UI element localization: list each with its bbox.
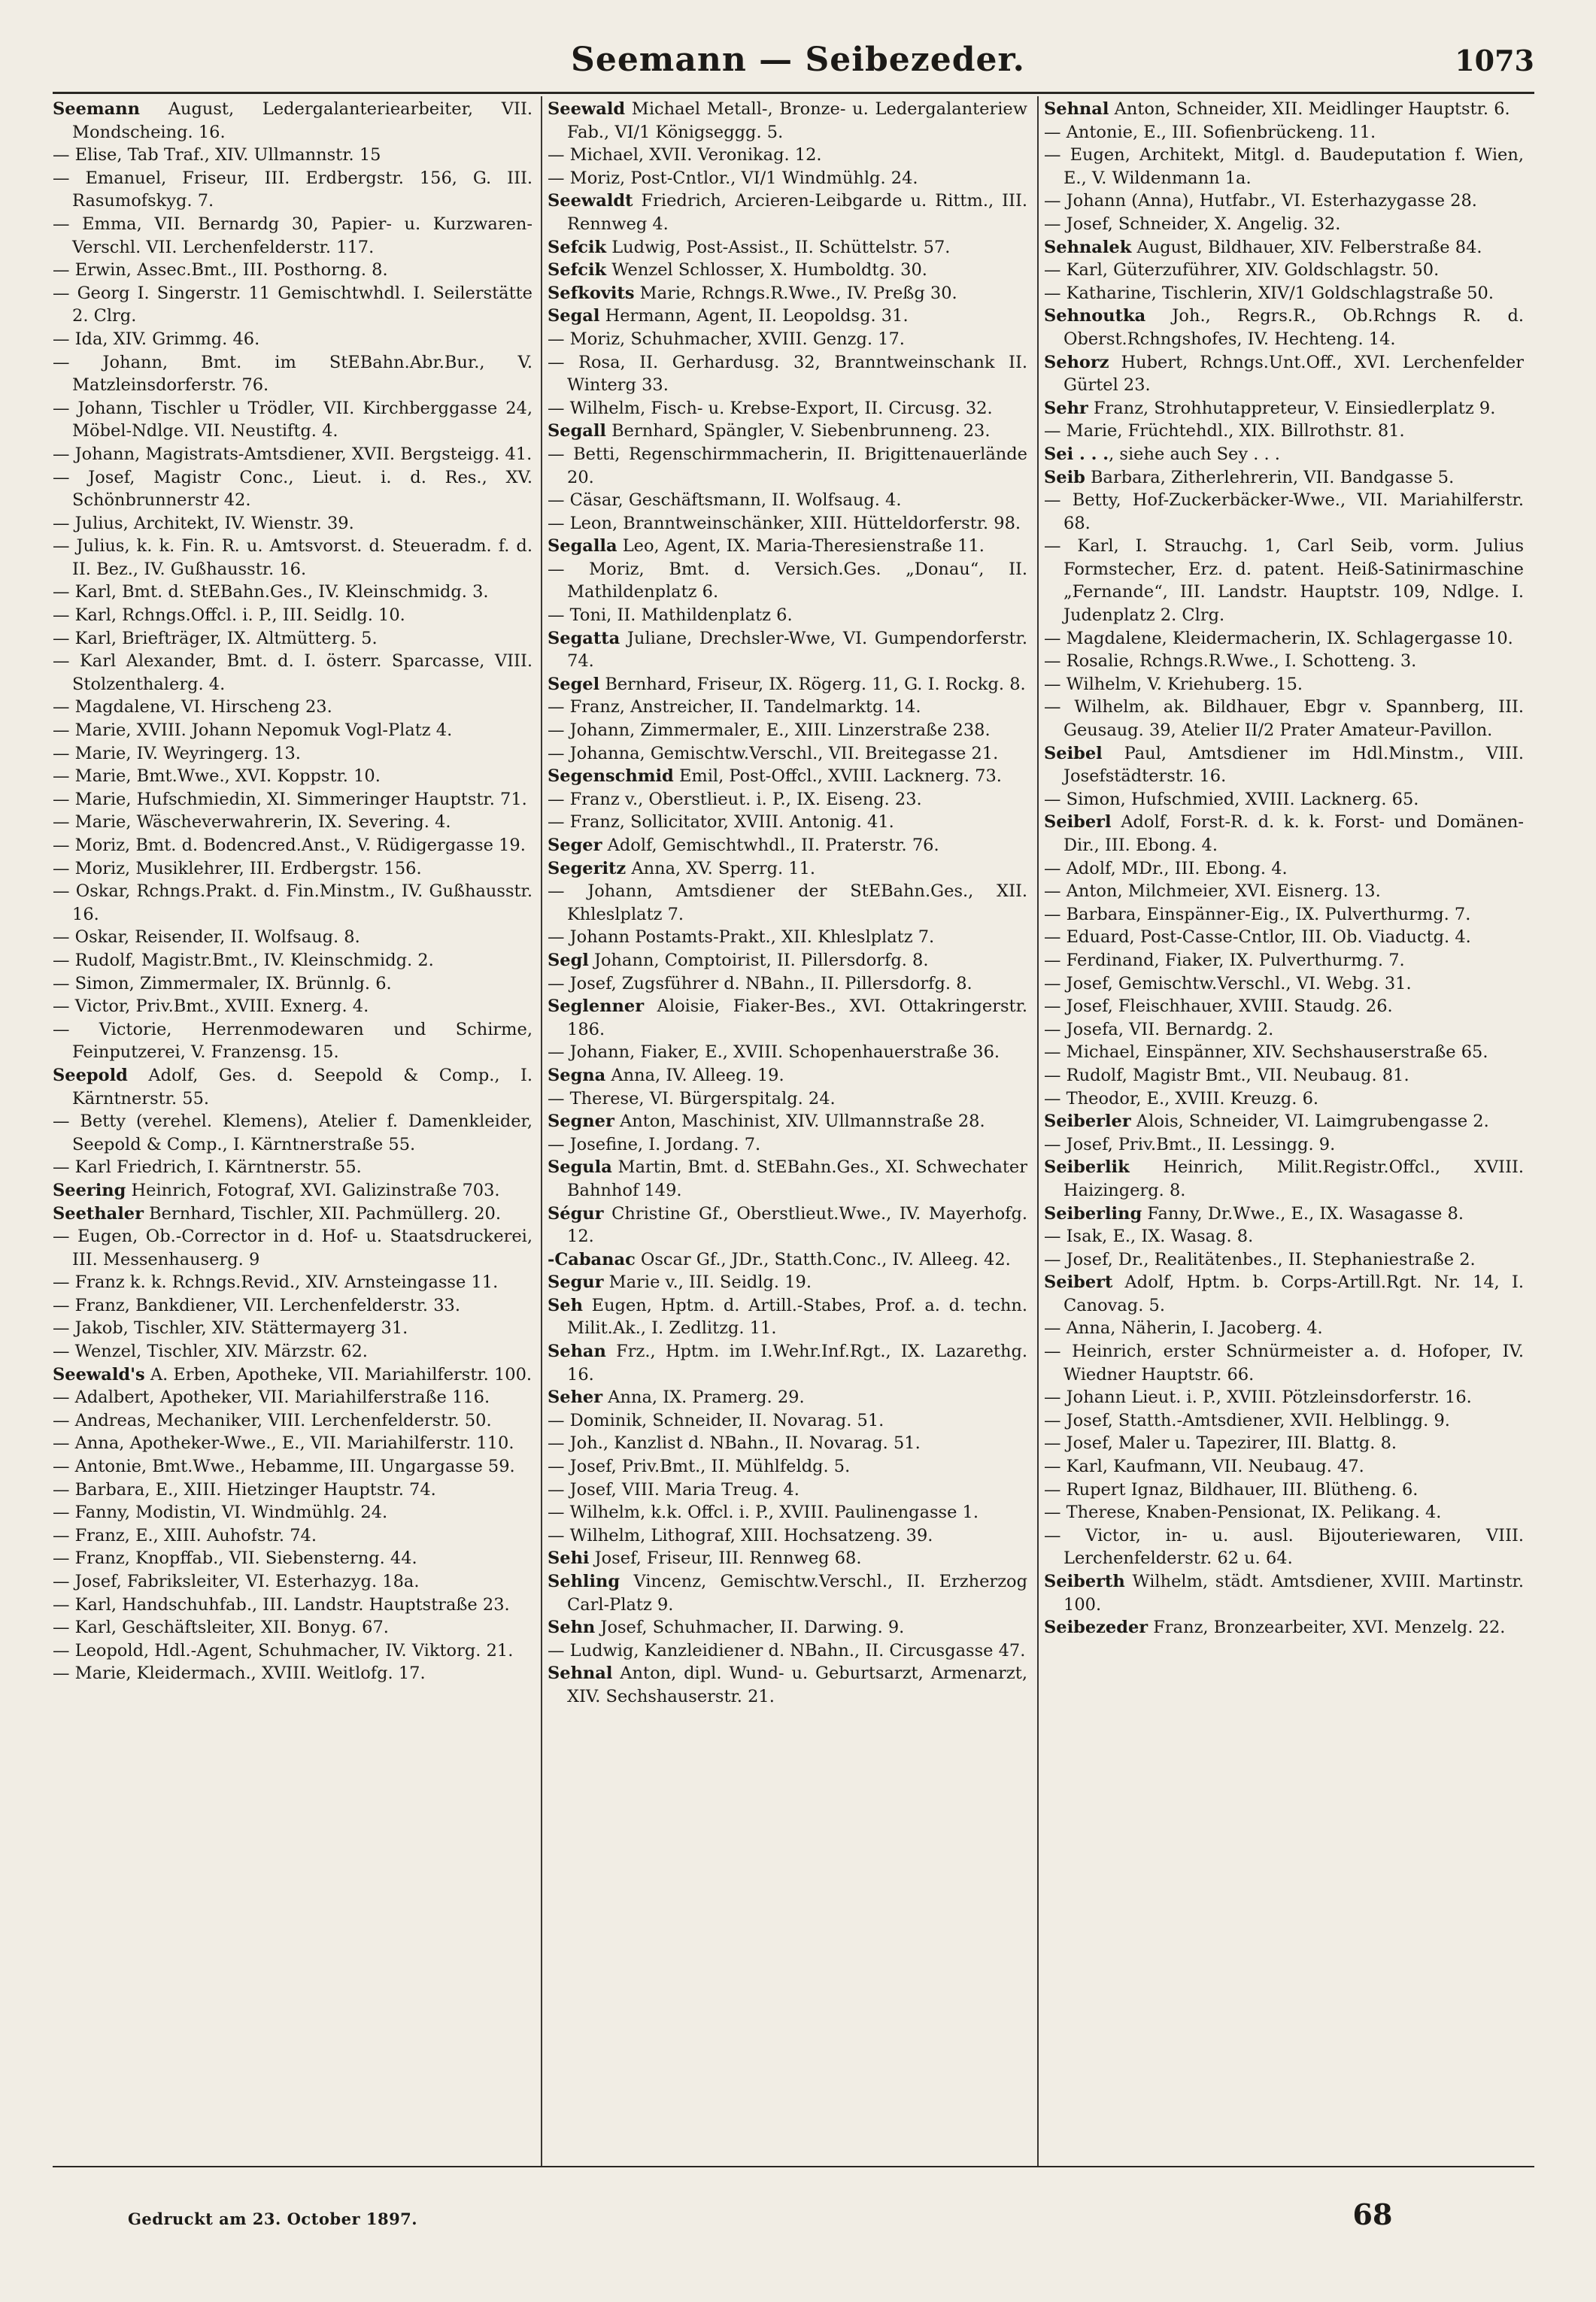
directory-entry: — Michael, Einspänner, XIV. Sechshauserstraße 65. — [1044, 1042, 1488, 1063]
directory-entry: Segna Anna, IV. Alleeg. 19. — [548, 1065, 784, 1085]
surname: Sehnal — [1044, 99, 1109, 119]
directory-entry: — Anton, Milchmeier, XVI. Eisnerg. 13. — [1044, 881, 1381, 902]
directory-entry: Seewald's A. Erben, Apotheke, VII. Mariahilferstr. 100. — [53, 1364, 533, 1385]
directory-entry: — Moriz, Bmt. d. Bodencred.Anst., V. Rüdigergasse 19. — [53, 836, 526, 855]
directory-entry: — Emma, VII. Bernardg 30, Papier- u. Kurzwaren-Verschl. VII. Lerchenfelderstr. 117. — [53, 214, 533, 257]
surname: Sefkovits — [548, 283, 635, 303]
directory-entry: Sehi Josef, Friseur, III. Rennweg 68. — [548, 1548, 862, 1569]
directory-entry: — Karl, Rchngs.Offcl. i. P., III. Seidlg. 10. — [53, 605, 405, 626]
directory-entry: — Oskar, Reisender, II. Wolfsaug. 8. — [53, 927, 360, 948]
directory-entry: — Eugen, Ob.-Corrector in d. Hof- u. Staatsdruckerei, III. Messenhauserg. 9 — [53, 1227, 533, 1269]
directory-entry: — Johanna, Gemischtw.Verschl., VII. Breitegasse 21. — [548, 743, 999, 763]
surname: Seh — [548, 1295, 583, 1315]
directory-entry: — Fanny, Modistin, VI. Windmühlg. 24. — [53, 1503, 388, 1523]
directory-entry: Seepold Adolf, Ges. d. Seepold & Comp., I. Kärntnerstr. 55. — [53, 1065, 533, 1109]
directory-entry: — Leon, Branntweinschänker, XIII. Hütteldorferstr. 98. — [548, 513, 1021, 533]
directory-entry: — Julius, Architekt, IV. Wienstr. 39. — [53, 513, 354, 533]
directory-entry: Seglenner Aloisie, Fiaker-Bes., XVI. Ottakringerstr. 186. — [548, 996, 1027, 1039]
directory-entry: — Moriz, Schuhmacher, XVIII. Genzg. 17. — [548, 329, 905, 349]
directory-entry: — Josef, Maler u. Tapezirer, III. Blattg. 8. — [1044, 1433, 1397, 1454]
surname: Seibert — [1044, 1272, 1113, 1293]
directory-entry: — Andreas, Mechaniker, VIII. Lerchenfelderstr. 50. — [53, 1410, 492, 1430]
directory-entry: — Karl, Güterzuführer, XIV. Goldschlagstr. 50. — [1044, 260, 1440, 281]
directory-entry: — Julius, k. k. Fin. R. u. Amtsvorst. d. Steueradm. f. d. II. Bez., IV. Gußhausstr. 16. — [53, 536, 533, 579]
directory-entry: — Victor, Priv.Bmt., XVIII. Exnerg. 4. — [53, 996, 369, 1017]
surname: Sei . . . — [1044, 444, 1109, 464]
directory-entry: Sehnoutka Joh., Regrs.R., Ob.Rchngs R. d. Oberst.Rchngshofes, IV. Hechteng. 14. — [1044, 306, 1524, 349]
surname: Segeritz — [548, 858, 627, 878]
column-left — [53, 98, 533, 2143]
directory-entry: — Isak, E., IX. Wasag. 8. — [1044, 1227, 1254, 1247]
surname: Sefcik — [548, 237, 607, 257]
column-divider — [1037, 96, 1039, 2166]
directory-entry: Segal Hermann, Agent, II. Leopoldsg. 31. — [548, 306, 909, 326]
directory-entry: — Johann, Magistrats-Amtsdiener, XVII. Bergsteigg. 41. — [53, 444, 533, 464]
directory-entry: Seher Anna, IX. Pramerg. 29. — [548, 1388, 805, 1408]
directory-entry: — Anna, Näherin, I. Jacoberg. 4. — [1044, 1318, 1323, 1339]
directory-entry: — Rosa, II. Gerhardusg. 32, Branntweinschank II. Winterg 33. — [548, 352, 1027, 396]
directory-entry: Segner Anton, Maschinist, XIV. Ullmannstraße 28. — [548, 1112, 985, 1132]
directory-entry: — Jakob, Tischler, XIV. Stättermayerg 31. — [53, 1318, 408, 1339]
surname: Segel — [548, 674, 600, 694]
directory-entry: — Heinrich, erster Schnürmeister a. d. Hofoper, IV. Wiedner Hauptstr. 66. — [1044, 1342, 1524, 1385]
directory-entry: Sei . . ., siehe auch Sey . . . — [1044, 444, 1280, 464]
directory-entry: Seiberlik Heinrich, Milit.Registr.Offcl., XVIII. Haizingerg. 8. — [1044, 1157, 1524, 1200]
directory-entry: Segur Marie v., III. Seidlg. 19. — [548, 1272, 812, 1293]
directory-entry: — Magdalene, VI. Hirscheng 23. — [53, 697, 332, 717]
page-number: 1073 — [1455, 44, 1534, 77]
surname: Segur — [548, 1272, 604, 1293]
directory-entry: — Ferdinand, Fiaker, IX. Pulverthurmg. 7. — [1044, 950, 1405, 970]
directory-entry: — Moriz, Musiklehrer, III. Erdbergstr. 156. — [53, 858, 422, 878]
surname: Seibezeder — [1044, 1618, 1148, 1638]
directory-entry: — Karl, Geschäftsleiter, XII. Bonyg. 67. — [53, 1618, 389, 1638]
directory-entry: — Josef, Priv.Bmt., II. Mühlfeldg. 5. — [548, 1457, 851, 1477]
directory-entry: — Erwin, Assec.Bmt., III. Posthorng. 8. — [53, 260, 388, 281]
directory-entry: — Betti, Regenschirmmacherin, II. Brigittenauerlände 20. — [548, 444, 1027, 487]
directory-entry: Sehan Frz., Hptm. im I.Wehr.Inf.Rgt., IX. Lazarethg. 16. — [548, 1342, 1027, 1385]
surname: Segalla — [548, 536, 617, 557]
directory-entry: — Josef, Fleischhauer, XVIII. Staudg. 26. — [1044, 996, 1393, 1017]
directory-entry: — Antonie, E., III. Sofienbrückeng. 11. — [1044, 122, 1376, 142]
directory-entry: — Josef, Zugsführer d. NBahn., II. Pillersdorfg. 8. — [548, 973, 972, 993]
surname: -Cabanac — [548, 1249, 636, 1269]
directory-entry: Seering Heinrich, Fotograf, XVI. Galizinstraße 703. — [53, 1180, 500, 1200]
directory-entry: — Josef, Schneider, X. Angelig. 32. — [1044, 214, 1341, 234]
directory-entry: — Karl, Bmt. d. StEBahn.Ges., IV. Kleinschmidg. 3. — [53, 582, 489, 602]
directory-entry: Sehorz Hubert, Rchngs.Unt.Off., XVI. Lerchenfelder Gürtel 23. — [1044, 352, 1524, 396]
directory-entry: — Marie, Hufschmiedin, XI. Simmeringer Hauptstr. 71. — [53, 789, 527, 809]
directory-entry: — Josef, VIII. Maria Treug. 4. — [548, 1479, 800, 1500]
surname: Sehan — [548, 1342, 606, 1362]
directory-entry: — Eduard, Post-Casse-Cntlor, III. Ob. Viaductg. 4. — [1044, 927, 1471, 948]
directory-entry: — Leopold, Hdl.-Agent, Schuhmacher, IV. Viktorg. 21. — [53, 1640, 514, 1661]
directory-entry: — Barbara, Einspänner-Eig., IX. Pulverthurmg. 7. — [1044, 904, 1471, 924]
directory-entry: — Joh., Kanzlist d. NBahn., II. Novarag. 51. — [548, 1433, 921, 1454]
directory-entry: — Simon, Hufschmied, XVIII. Lacknerg. 65. — [1044, 789, 1419, 809]
surname: Segner — [548, 1112, 614, 1132]
directory-entry: Segula Martin, Bmt. d. StEBahn.Ges., XI. Schwechater Bahnhof 149. — [548, 1157, 1027, 1200]
surname: Segenschmid — [548, 766, 674, 787]
footer-rule — [53, 2166, 1534, 2167]
directory-entry: — Karl, Kaufmann, VII. Neubaug. 47. — [1044, 1457, 1364, 1477]
directory-entry: Seiberl Adolf, Forst-R. d. k. k. Forst- und Domänen-Dir., III. Ebong. 4. — [1044, 812, 1524, 855]
directory-entry: — Elise, Tab Traf., XIV. Ullmannstr. 15 — [53, 145, 381, 165]
surname: Seibel — [1044, 743, 1103, 763]
directory-entry: — Franz, Knopffab., VII. Siebensterng. 44. — [53, 1548, 417, 1569]
directory-entry: Segl Johann, Comptoirist, II. Pillersdorfg. 8. — [548, 950, 929, 970]
directory-entry: — Franz, Sollicitator, XVIII. Antonig. 41. — [548, 812, 894, 833]
surname: Segula — [548, 1157, 612, 1178]
directory-entry: — Karl Alexander, Bmt. d. I. österr. Sparcasse, VIII. Stolzenthalerg. 4. — [53, 651, 533, 694]
surname: Sehorz — [1044, 352, 1109, 372]
directory-entry: — Wenzel, Tischler, XIV. Märzstr. 62. — [53, 1342, 368, 1362]
directory-entry: Sehn Josef, Schuhmacher, II. Darwing. 9. — [548, 1618, 905, 1638]
column-right — [1044, 98, 1524, 2143]
directory-entry: Seibel Paul, Amtsdiener im Hdl.Minstm., VIII. Josefstädterstr. 16. — [1044, 743, 1524, 787]
print-date: Gedruckt am 23. October 1897. — [128, 2209, 418, 2228]
directory-entry: — Victorie, Herrenmodewaren und Schirme, Feinputzerei, V. Franzensg. 15. — [53, 1019, 533, 1063]
directory-entry: — Cäsar, Geschäftsmann, II. Wolfsaug. 4. — [548, 490, 902, 511]
directory-entry: — Johann, Bmt. im StEBahn.Abr.Bur., V. Matzleinsdorferstr. 76. — [53, 352, 533, 396]
directory-entry: — Franz, Anstreicher, II. Tandelmarktg. 14. — [548, 697, 921, 717]
surname: Sehnalek — [1044, 237, 1132, 257]
directory-entry: — Karl, Handschuhfab., III. Landstr. Hauptstraße 23. — [53, 1594, 510, 1615]
directory-entry: — Johann (Anna), Hutfabr., VI. Esterhazygasse 28. — [1044, 191, 1477, 211]
directory-entry: Seh Eugen, Hptm. d. Artill.-Stabes, Prof. a. d. techn. Milit.Ak., I. Zedlitzg. 11. — [548, 1295, 1027, 1339]
directory-entry: — Theodor, E., XVIII. Kreuzg. 6. — [1044, 1088, 1319, 1109]
directory-entry: — Johann Postamts-Prakt., XII. Khleslplatz 7. — [548, 927, 935, 948]
directory-entry: — Magdalene, Kleidermacherin, IX. Schlagergasse 10. — [1044, 628, 1513, 648]
directory-entry: — Antonie, Bmt.Wwe., Hebamme, III. Ungargasse 59. — [53, 1457, 515, 1477]
directory-entry: — Josefa, VII. Bernardg. 2. — [1044, 1019, 1274, 1039]
directory-entry: — Therese, VI. Bürgerspitalg. 24. — [548, 1088, 836, 1109]
directory-entry: — Adalbert, Apotheker, VII. Mariahilferstraße 116. — [53, 1388, 490, 1408]
directory-entry: — Johann Lieut. i. P., XVIII. Pötzleinsdorferstr. 16. — [1044, 1388, 1472, 1408]
directory-entry: Segel Bernhard, Friseur, IX. Rögerg. 11, G. I. Rockg. 8. — [548, 674, 1026, 694]
directory-entry: — Josef, Statth.-Amtsdiener, XVII. Helblingg. 9. — [1044, 1410, 1450, 1430]
surname: Sefcik — [548, 260, 607, 281]
surname: Seger — [548, 836, 602, 855]
directory-entry: Segalla Leo, Agent, IX. Maria-Theresienstraße 11. — [548, 536, 985, 557]
surname: Seiberling — [1044, 1203, 1142, 1224]
directory-entry: Seiberth Wilhelm, städt. Amtsdiener, XVIII. Martinstr. 100. — [1044, 1572, 1524, 1615]
directory-entry: — Johann, Zimmermaler, E., XIII. Linzerstraße 238. — [548, 720, 991, 741]
directory-entry: — Marie, Früchtehdl., XIX. Billrothstr. 81. — [1044, 421, 1405, 441]
directory-entry: Sehnal Anton, dipl. Wund- u. Geburtsarzt, Armenarzt, XIV. Sechshauserstr. 21. — [548, 1664, 1027, 1706]
surname: Seglenner — [548, 996, 645, 1017]
surname: Seiberler — [1044, 1112, 1131, 1132]
directory-entry: — Josef, Fabriksleiter, VI. Esterhazyg. 18a. — [53, 1572, 420, 1591]
directory-entry: Seiberling Fanny, Dr.Wwe., E., IX. Wasagasse 8. — [1044, 1203, 1464, 1224]
directory-entry: — Karl Friedrich, I. Kärntnerstr. 55. — [53, 1157, 362, 1178]
directory-entry: Ségur Christine Gf., Oberstlieut.Wwe., IV. Mayerhofg. 12. — [548, 1203, 1027, 1247]
directory-entry: Sehnal Anton, Schneider, XII. Meidlinger Hauptstr. 6. — [1044, 99, 1510, 119]
surname: Ségur — [548, 1203, 604, 1224]
directory-entry: — Wilhelm, k.k. Offcl. i. P., XVIII. Paulinengasse 1. — [548, 1503, 979, 1523]
directory-entry: — Anna, Apotheker-Wwe., E., VII. Mariahilferstr. 110. — [53, 1433, 514, 1454]
directory-entry: — Franz, Bankdiener, VII. Lerchenfelderstr. 33. — [53, 1295, 460, 1315]
directory-entry: — Adolf, MDr., III. Ebong. 4. — [1044, 858, 1288, 878]
header-rule — [53, 92, 1534, 94]
directory-entry: — Marie, IV. Weyringerg. 13. — [53, 743, 301, 763]
directory-entry: Segatta Juliane, Drechsler-Wwe, VI. Gumpendorferstr. 74. — [548, 628, 1027, 672]
surname: Sehn — [548, 1618, 596, 1638]
directory-entry: Segall Bernhard, Spängler, V. Siebenbrunneng. 23. — [548, 421, 991, 441]
directory-entry: — Marie, Bmt.Wwe., XVI. Koppstr. 10. — [53, 766, 381, 787]
directory-entry: Seewald Michael Metall-, Bronze- u. Ledergalanteriew Fab., VI/1 Königseggg. 5. — [548, 99, 1027, 142]
surname: Seib — [1044, 467, 1085, 487]
surname: Sehling — [548, 1572, 620, 1591]
surname: Sehr — [1044, 398, 1088, 418]
directory-entry: Sefcik Wenzel Schlosser, X. Humboldtg. 30. — [548, 260, 927, 281]
directory-entry: — Wilhelm, V. Kriehuberg. 15. — [1044, 674, 1303, 694]
directory-entry: — Betty, Hof-Zuckerbäcker-Wwe., VII. Mariahilferstr. 68. — [1044, 490, 1524, 533]
directory-entry: -Cabanac Oscar Gf., JDr., Statth.Conc., IV. Alleeg. 42. — [548, 1249, 1011, 1269]
surname: Seethaler — [53, 1203, 144, 1224]
surname: Seiberth — [1044, 1572, 1125, 1591]
directory-entry: — Rupert Ignaz, Bildhauer, III. Blütheng. 6. — [1044, 1479, 1418, 1500]
surname: Seiberlik — [1044, 1157, 1130, 1178]
directory-entry: — Rudolf, Magistr.Bmt., IV. Kleinschmidg. 2. — [53, 950, 434, 970]
surname: Sehnoutka — [1044, 306, 1146, 326]
surname: Segatta — [548, 628, 620, 648]
surname: Seering — [53, 1180, 126, 1200]
directory-entry: Seibezeder Franz, Bronzearbeiter, XVI. Menzelg. 22. — [1044, 1618, 1506, 1638]
directory-entry: Seib Barbara, Zitherlehrerin, VII. Bandgasse 5. — [1044, 467, 1455, 487]
directory-entry: — Eugen, Architekt, Mitgl. d. Baudeputation f. Wien, E., V. Wildenmann 1a. — [1044, 145, 1524, 188]
surname: Sehi — [548, 1548, 590, 1569]
directory-entry: Sefkovits Marie, Rchngs.R.Wwe., IV. Preßg 30. — [548, 283, 957, 303]
directory-entry: Segenschmid Emil, Post-Offcl., XVIII. Lacknerg. 73. — [548, 766, 1002, 787]
directory-entry: — Marie, Kleidermach., XVIII. Weitlofg. 17. — [53, 1664, 426, 1684]
directory-entry: — Georg I. Singerstr. 11 Gemischtwhdl. I. Seilerstätte 2. Clrg. — [53, 283, 533, 326]
surname: Segna — [548, 1065, 606, 1085]
directory-entry: — Josef, Dr., Realitätenbes., II. Stephaniestraße 2. — [1044, 1249, 1476, 1269]
directory-entry: Sehr Franz, Strohhutappreteur, V. Einsiedlerplatz 9. — [1044, 398, 1496, 418]
surname: Seewald — [548, 99, 626, 119]
directory-entry: — Ida, XIV. Grimmg. 46. — [53, 329, 260, 349]
page-title: Seemann — Seibezeder. — [571, 41, 1025, 79]
directory-entry: — Rosalie, Rchngs.R.Wwe., I. Schotteng. 3. — [1044, 651, 1417, 672]
directory-entry: Seemann August, Ledergalanteriearbeiter, VII. Mondscheing. 16. — [53, 99, 533, 142]
directory-entry: — Rudolf, Magistr Bmt., VII. Neubaug. 81. — [1044, 1065, 1409, 1085]
directory-entry: — Ludwig, Kanzleidiener d. NBahn., II. Circusgasse 47. — [548, 1640, 1026, 1661]
column-middle — [548, 98, 1027, 2143]
surname: Seher — [548, 1388, 603, 1408]
directory-entry: — Dominik, Schneider, II. Novarag. 51. — [548, 1410, 884, 1430]
directory-entry: — Oskar, Rchngs.Prakt. d. Fin.Minstm., IV. Gußhausstr. 16. — [53, 881, 533, 924]
directory-entry: — Moriz, Bmt. d. Versich.Ges. „Donau“, II. Mathildenplatz 6. — [548, 559, 1027, 602]
directory-entry: — Wilhelm, Lithograf, XIII. Hochsatzeng. 39. — [548, 1525, 933, 1545]
directory-entry: Segeritz Anna, XV. Sperrg. 11. — [548, 858, 816, 878]
surname: Seewald's — [53, 1364, 145, 1385]
directory-entry: — Therese, Knaben-Pensionat, IX. Pelikang. 4. — [1044, 1503, 1442, 1523]
surname: Segl — [548, 950, 589, 970]
surname: Seiberl — [1044, 812, 1112, 833]
directory-entry: Seibert Adolf, Hptm. b. Corps-Artill.Rgt. Nr. 14, I. Canovag. 5. — [1044, 1272, 1524, 1315]
surname: Sehnal — [548, 1664, 613, 1684]
surname: Seemann — [53, 99, 140, 119]
directory-entry: — Johann, Amtsdiener der StEBahn.Ges., XII. Khleslplatz 7. — [548, 881, 1027, 924]
directory-entry: — Karl, Briefträger, IX. Altmütterg. 5. — [53, 628, 378, 648]
directory-entry: — Moriz, Post-Cntlor., VI/1 Windmühlg. 24. — [548, 168, 918, 188]
directory-entry: Sefcik Ludwig, Post-Assist., II. Schüttelstr. 57. — [548, 237, 951, 257]
directory-entry: Seiberler Alois, Schneider, VI. Laimgrubengasse 2. — [1044, 1112, 1489, 1132]
directory-entry: — Josef, Magistr Conc., Lieut. i. d. Res., XV. Schönbrunnerstr 42. — [53, 467, 533, 511]
directory-entry: — Marie, XVIII. Johann Nepomuk Vogl-Platz 4. — [53, 720, 453, 741]
directory-entry: — Barbara, E., XIII. Hietzinger Hauptstr. 74. — [53, 1479, 436, 1500]
surname: Seepold — [53, 1065, 128, 1085]
directory-entry: — Victor, in- u. ausl. Bijouteriewaren, VIII. Lerchenfelderstr. 62 u. 64. — [1044, 1525, 1524, 1569]
directory-entry: Sehnalek August, Bildhauer, XIV. Felberstraße 84. — [1044, 237, 1482, 257]
directory-entry: — Simon, Zimmermaler, IX. Brünnlg. 6. — [53, 973, 392, 993]
directory-entry: — Karl, I. Strauchg. 1, Carl Seib, vorm. Julius Formstecher, Erz. d. patent. Heiß-Satinirmaschine „Fernande“, III. Landstr. Hauptstr. 109, Ndlge. I. Judenplatz 2. Clrg. — [1044, 536, 1524, 626]
directory-entry: Seewaldt Friedrich, Arcieren-Leibgarde u. Rittm., III. Rennweg 4. — [548, 191, 1027, 234]
directory-entry: — Toni, II. Mathildenplatz 6. — [548, 605, 793, 626]
directory-entry: — Johann, Tischler u Trödler, VII. Kirchberggasse 24, Möbel-Ndlge. VII. Neustiftg. 4. — [53, 398, 533, 441]
directory-entry: Seethaler Bernhard, Tischler, XII. Pachmüllerg. 20. — [53, 1203, 502, 1224]
directory-entry: — Michael, XVII. Veronikag. 12. — [548, 145, 822, 165]
directory-entry: — Franz v., Oberstlieut. i. P., IX. Eiseng. 23. — [548, 789, 922, 809]
directory-entry: — Johann, Fiaker, E., XVIII. Schopenhauerstraße 36. — [548, 1042, 1000, 1063]
sheet-signature: 68 — [1352, 2197, 1393, 2231]
directory-entry: — Josef, Priv.Bmt., II. Lessingg. 9. — [1044, 1134, 1336, 1154]
surname: Seewaldt — [548, 191, 633, 211]
directory-entry: Sehling Vincenz, Gemischtw.Verschl., II. Erzherzog Carl-Platz 9. — [548, 1572, 1027, 1615]
directory-entry: — Wilhelm, Fisch- u. Krebse-Export, II. Circusg. 32. — [548, 398, 993, 418]
directory-entry: — Betty (verehel. Klemens), Atelier f. Damenkleider, Seepold & Comp., I. Kärntnerstraße 55. — [53, 1112, 533, 1154]
directory-entry: — Franz, E., XIII. Auhofstr. 74. — [53, 1525, 317, 1545]
directory-entry: Seger Adolf, Gemischtwhdl., II. Praterstr. 76. — [548, 836, 939, 855]
directory-entry: — Josef, Gemischtw.Verschl., VI. Webg. 31. — [1044, 973, 1412, 993]
column-divider — [541, 96, 542, 2166]
directory-entry: — Franz k. k. Rchngs.Revid., XIV. Arnsteingasse 11. — [53, 1272, 499, 1293]
directory-entry: — Josefine, I. Jordang. 7. — [548, 1134, 761, 1154]
surname: Segall — [548, 421, 606, 441]
directory-entry: — Katharine, Tischlerin, XIV/1 Goldschlagstraße 50. — [1044, 283, 1494, 303]
surname: Segal — [548, 306, 600, 326]
directory-entry: — Marie, Wäscheverwahrerin, IX. Severing. 4. — [53, 812, 451, 833]
directory-entry: — Emanuel, Friseur, III. Erdbergstr. 156, G. III. Rasumofskyg. 7. — [53, 168, 533, 211]
directory-entry: — Wilhelm, ak. Bildhauer, Ebgr v. Spannberg, III. Geusaug. 39, Atelier II/2 Prater Amateur-Pavillon. — [1044, 697, 1524, 741]
